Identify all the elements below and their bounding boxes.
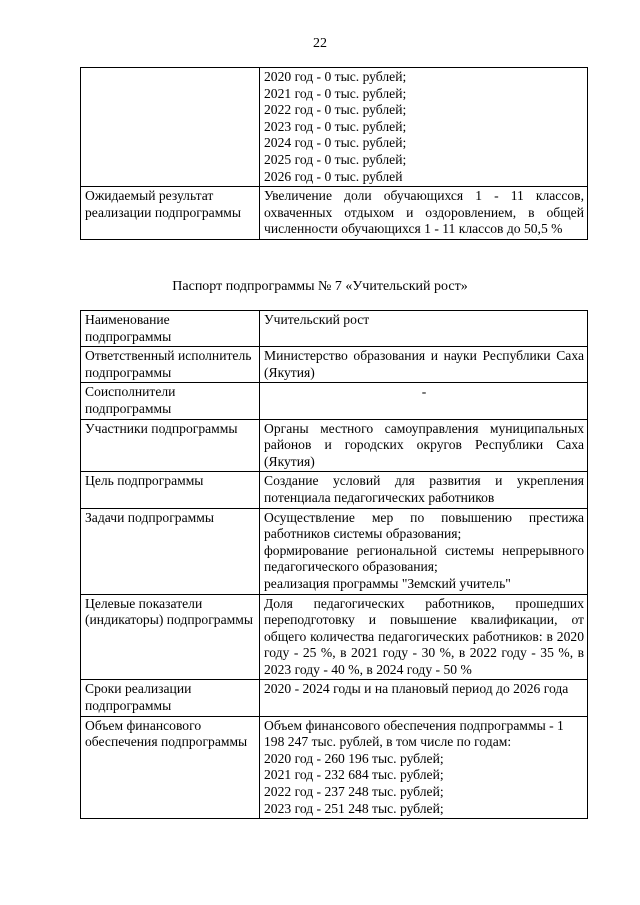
task-item: Осуществление мер по повышению престижа работников системы образования; <box>264 509 584 542</box>
indicators-label: Целевые показатели (индикаторы) подпрограммы <box>81 594 260 680</box>
participants-value: Органы местного самоуправления муниципальных районов и городских округов Республики Саха (Якутия) <box>260 419 588 472</box>
table-row <box>81 508 588 594</box>
continuation-table <box>80 67 588 240</box>
terms-value: 2020 - 2024 годы и на плановый период до 2026 года <box>260 680 588 716</box>
table-row <box>81 680 588 716</box>
table-row <box>81 472 588 508</box>
funding-year-line: 2021 год - 0 тыс. рублей; <box>264 85 407 101</box>
expected-result-value: Увеличение доли обучающихся 1 - 11 классов, охваченных отдыхом и оздоровлением, в общей численности обучающихся 1 - 11 классов до 50,5 % <box>260 187 588 240</box>
terms-label: Сроки реализации подпрограммы <box>81 680 260 716</box>
name-value: Учительский рост <box>260 311 588 347</box>
task-item: формирование региональной системы непрерывного педагогического образования; <box>264 542 584 575</box>
funding-year-line: 2022 год - 237 248 тыс. рублей; <box>264 784 444 800</box>
page-number: 22 <box>313 36 327 51</box>
funding-year-line: 2026 год - 0 тыс. рублей <box>264 168 403 184</box>
table-row <box>81 311 588 347</box>
funding-year-line: 2020 год - 0 тыс. рублей; <box>264 69 407 84</box>
participants-label: Участники подпрограммы <box>81 419 260 472</box>
name-label: Наименование подпрограммы <box>81 311 260 347</box>
goal-value: Создание условий для развития и укрепления потенциала педагогических работников <box>260 472 588 508</box>
executor-label: Ответственный исполнитель подпрограммы <box>81 347 260 383</box>
table-row <box>81 419 588 472</box>
tasks-value <box>260 508 588 594</box>
funding-intro: Объем финансового обеспечения подпрограммы - 1 198 247 тыс. рублей, в том числе по годам: <box>264 717 564 750</box>
funding-year-line: 2025 год - 0 тыс. рублей; <box>264 151 407 167</box>
funding-value <box>260 716 588 819</box>
funding-year-line: 2023 год - 251 248 тыс. рублей; <box>264 800 444 816</box>
table-row <box>81 716 588 819</box>
table-row <box>81 187 588 240</box>
table-row <box>81 383 588 419</box>
funding-label: Объем финансового обеспечения подпрограммы <box>81 716 260 819</box>
table-row <box>81 68 588 187</box>
coexecutors-label: Соисполнители подпрограммы <box>81 383 260 419</box>
funding-year-line: 2022 год - 0 тыс. рублей; <box>264 102 407 118</box>
indicators-value: Доля педагогических работников, прошедших переподготовку и повышение квалификации, от общего количества педагогических работников: в 2020 году - 25 %, в 2021 году - 30 %, в 2022 году - 35 %, в 2023 году - 40 %, в 2024 году - 50 % <box>260 594 588 680</box>
empty-label-cell <box>81 68 260 187</box>
task-item: реализация программы "Земский учитель" <box>264 575 511 591</box>
funding-year-line: 2020 год - 260 196 тыс. рублей; <box>264 750 444 766</box>
expected-result-label: Ожидаемый результат реализации подпрограммы <box>81 187 260 240</box>
coexecutors-value: - <box>260 383 588 419</box>
executor-value: Министерство образования и науки Республики Саха (Якутия) <box>260 347 588 383</box>
table-row <box>81 594 588 680</box>
funding-year-line: 2023 год - 0 тыс. рублей; <box>264 118 407 134</box>
section-title: Паспорт подпрограммы № 7 «Учительский рост» <box>172 279 468 294</box>
goal-label: Цель подпрограммы <box>81 472 260 508</box>
passport-table <box>80 310 588 819</box>
funding-year-line: 2024 год - 0 тыс. рублей; <box>264 135 407 151</box>
funding-year-line: 2021 год - 232 684 тыс. рублей; <box>264 767 444 783</box>
funding-years-cell <box>260 68 588 187</box>
tasks-label: Задачи подпрограммы <box>81 508 260 594</box>
table-row <box>81 347 588 383</box>
